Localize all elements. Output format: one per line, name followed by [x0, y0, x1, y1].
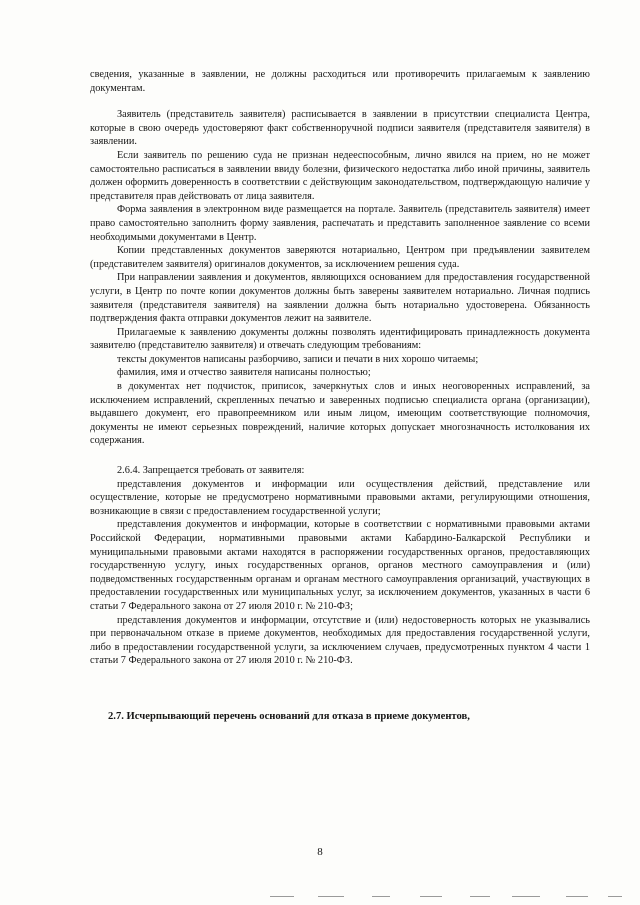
- scan-artifact-marks: [0, 893, 640, 901]
- page-number: 8: [317, 846, 323, 858]
- paragraph: Прилагаемые к заявлению документы должны позволять идентифицировать принадлежность документа заявителю (представителю заявителя) и отвечать следующим требованиям:: [90, 326, 590, 352]
- list-item: фамилия, имя и отчество заявителя написаны полностью;: [117, 367, 371, 379]
- subsection-title: 2.6.4. Запрещается требовать от заявителя:: [117, 465, 305, 477]
- paragraph: Форма заявления в электронном виде размещается на портале. Заявитель (представитель заявителя) имеет право самостоятельно заполнить форму заявления, распечатать и представить заполненное заявление со всеми необходимыми документами в Центр.: [90, 204, 590, 243]
- section-heading: 2.7. Исчерпывающий перечень оснований для отказа в приеме документов,: [108, 710, 470, 722]
- document-body: [90, 68, 590, 724]
- paragraph: При направлении заявления и документов, являющихся основанием для предоставления государственной услуги, в Центр по почте копии документов должны быть заверены заявителем нотариально. Личная подпись заявителя (представителя заявителя) на заявлении должна быть нотариально удостоверена. Обязанность подтверждения факта отправки документов лежит на заявителе.: [90, 272, 590, 325]
- paragraph: Если заявитель по решению суда не признан недееспособным, лично явился на прием, но не может самостоятельно расписаться в заявлении ввиду болезни, физического недостатка либо иной причины, заявитель должен оформить доверенность в соответствии с действующим законодательством, подтверждающую наличие у представителя прав действовать от лица заявителя.: [90, 149, 590, 202]
- list-item: представления документов и информации, отсутствие и (или) недостоверность которых не указывались при первоначальном отказе в приеме документов, необходимых для предоставления государственной услуги, либо в предоставлении государственной услуги, за исключением случаев, предусмотренных пунктом 4 части 1 статьи 7 Федерального закона от 27 июля 2010 г. № 210-ФЗ.: [90, 614, 590, 667]
- list-item: представления документов и информации или осуществления действий, представление или осуществление, которые не предусмотрено нормативными правовыми актами, регулирующими отношения, возникающие в связи с предоставлением государственной услуги;: [90, 478, 590, 517]
- paragraph: Заявитель (представитель заявителя) расписывается в заявлении в присутствии специалиста Центра, которые в свою очередь удостоверяют факт собственноручной подписи заявителя (представителя заявителя) в заявлении.: [90, 109, 590, 148]
- list-item: тексты документов написаны разборчиво, записи и печати в них хорошо читаемы;: [117, 353, 479, 365]
- list-item: представления документов и информации, которые в соответствии с нормативными правовыми актами Российской Федерации, нормативными правовыми актами Кабардино-Балкарской Республики и муниципальными правовыми актами находятся в распоряжении государственных органов, предоставляющих государственную услугу, иных государственных органов, органов местного самоуправления и (или) подведомственных государственным органам и органам местного самоуправления организаций, участвующих в предоставлении государственных или муниципальных услуг, за исключением документов, указанных в части 6 статьи 7 Федерального закона от 27 июля 2010 г. № 210-ФЗ;: [90, 519, 590, 612]
- paragraph: сведения, указанные в заявлении, не должны расходиться или противоречить прилагаемым к заявлению документам.: [90, 69, 590, 94]
- paragraph: Копии представленных документов заверяются нотариально, Центром при предъявлении заявителем (представителем заявителя) оригиналов документов, за исключением решения суда.: [90, 245, 590, 270]
- list-item: в документах нет подчисток, приписок, зачеркнутых слов и иных неоговоренных исправлений, за исключением исправлений, скрепленных печатью и заверенных подписью специалиста органа (организации), выдавшего документ, его правопреемником или иным лицом, имеющим соответствующие полномочия, документы не имеют серьезных повреждений, наличие которых допускает многозначность истолкования их содержания.: [90, 381, 590, 447]
